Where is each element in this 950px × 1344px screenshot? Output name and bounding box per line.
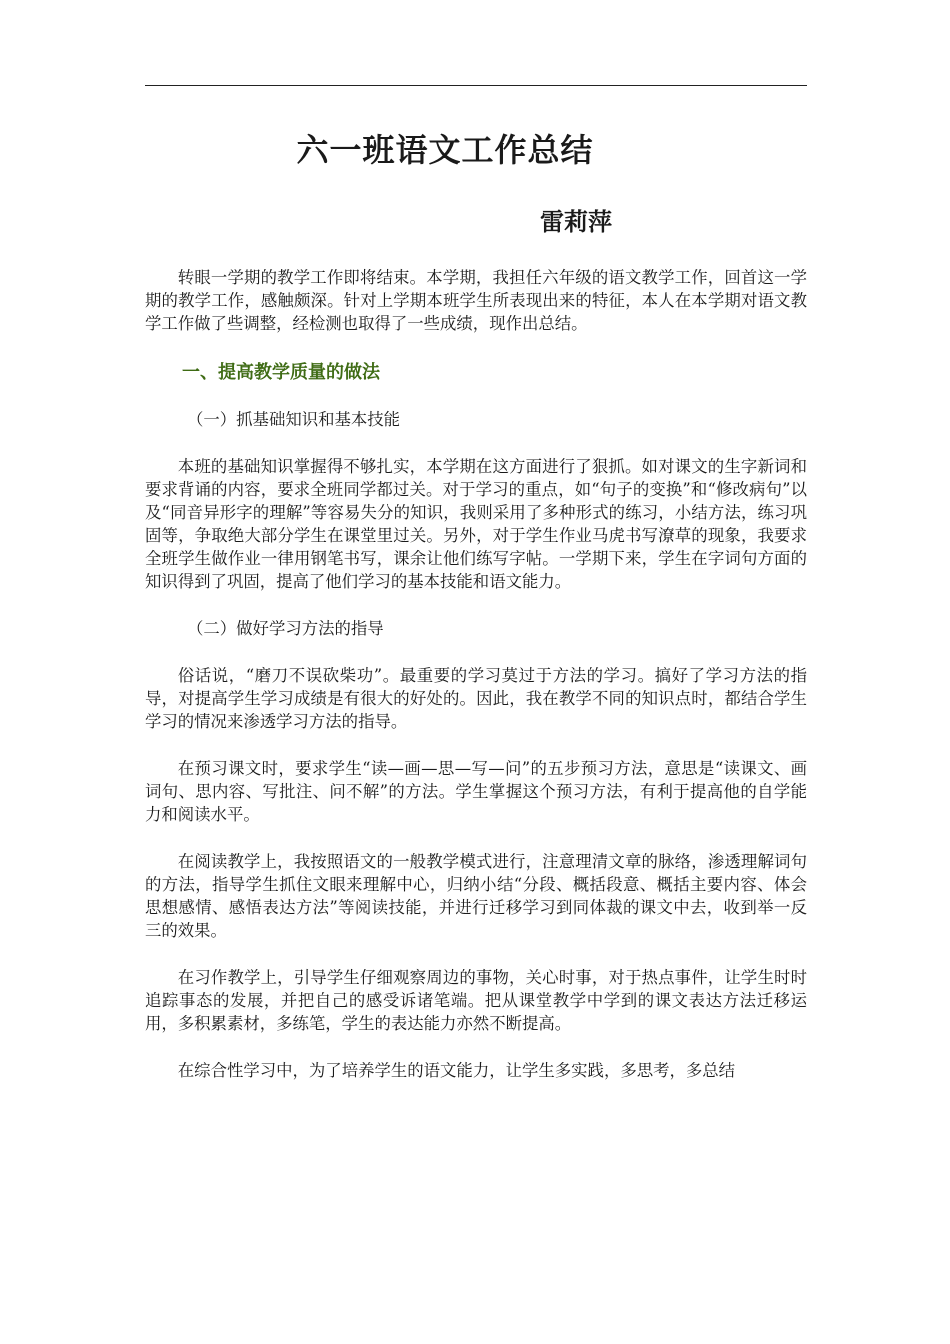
subsection-heading: （一）抓基础知识和基本技能 — [187, 410, 401, 429]
body-paragraph: 在综合性学习中，为了培养学生的语文能力，让学生多实践，多思考，多总结 — [177, 1061, 736, 1080]
header-rule — [145, 85, 807, 86]
body-paragraph: 俗话说，“磨刀不误砍柴功”。最重要的学习莫过于方法的学习。搞好了学习方法的指导，对提高学生学习成绩是有很大的好处的。因此，我在教学不同的知识点时，都结合学生学习的情况来渗透学习方法的指导。 — [145, 666, 807, 731]
document-body — [145, 266, 807, 1082]
body-paragraph: 在预习课文时，要求学生“读—画—思—写—问”的五步预习方法，意思是“读课文、画词句、思内容、写批注、问不解”的方法。学生掌握这个预习方法，有利于提高他的自学能力和阅读水平。 — [145, 759, 807, 824]
body-paragraph: 本班的基础知识掌握得不够扎实，本学期在这方面进行了狠抓。如对课文的生字新词和要求背诵的内容，要求全班同学都过关。对于学习的重点，如“句子的变换”和“修改病句”以及“同音异形字的理解”等容易失分的知识，我则采用了多种形式的练习，小结方法，练习巩固等，争取绝大部分学生在课堂里过关。另外，对于学生作业马虎书写潦草的现象，我要求全班学生做作业一律用钢笔书写，课余让他们练写字帖。一学期下来，学生在字词句方面的知识得到了巩固，提高了他们学习的基本技能和语文能力。 — [145, 457, 807, 591]
intro-paragraph: 转眼一学期的教学工作即将结束。本学期，我担任六年级的语文教学工作，回首这一学期的教学工作，感触颇深。针对上学期本班学生所表现出来的特征，本人在本学期对语文教学工作做了些调整，经检测也取得了一些成绩，现作出总结。 — [145, 268, 807, 333]
author-name: 雷莉萍 — [540, 207, 612, 236]
section-heading: 一、提高教学质量的做法 — [182, 362, 380, 383]
body-paragraph: 在阅读教学上，我按照语文的一般教学模式进行，注意理清文章的脉络，渗透理解词句的方法，指导学生抓住文眼来理解中心，归纳小结“分段、概括段意、概括主要内容、体会思想感情、感悟表达方法”等阅读技能，并进行迁移学习到同体裁的课文中去，收到举一反三的效果。 — [145, 852, 807, 940]
subsection-heading: （二）做好学习方法的指导 — [187, 619, 384, 638]
body-paragraph: 在习作教学上，引导学生仔细观察周边的事物，关心时事，对于热点事件，让学生时时追踪事态的发展，并把自己的感受诉诸笔端。把从课堂教学中学到的课文表达方法迁移运用，多积累素材，多练笔，学生的表达能力亦然不断提高。 — [145, 968, 807, 1033]
document-title: 六一班语文工作总结 — [296, 131, 594, 169]
